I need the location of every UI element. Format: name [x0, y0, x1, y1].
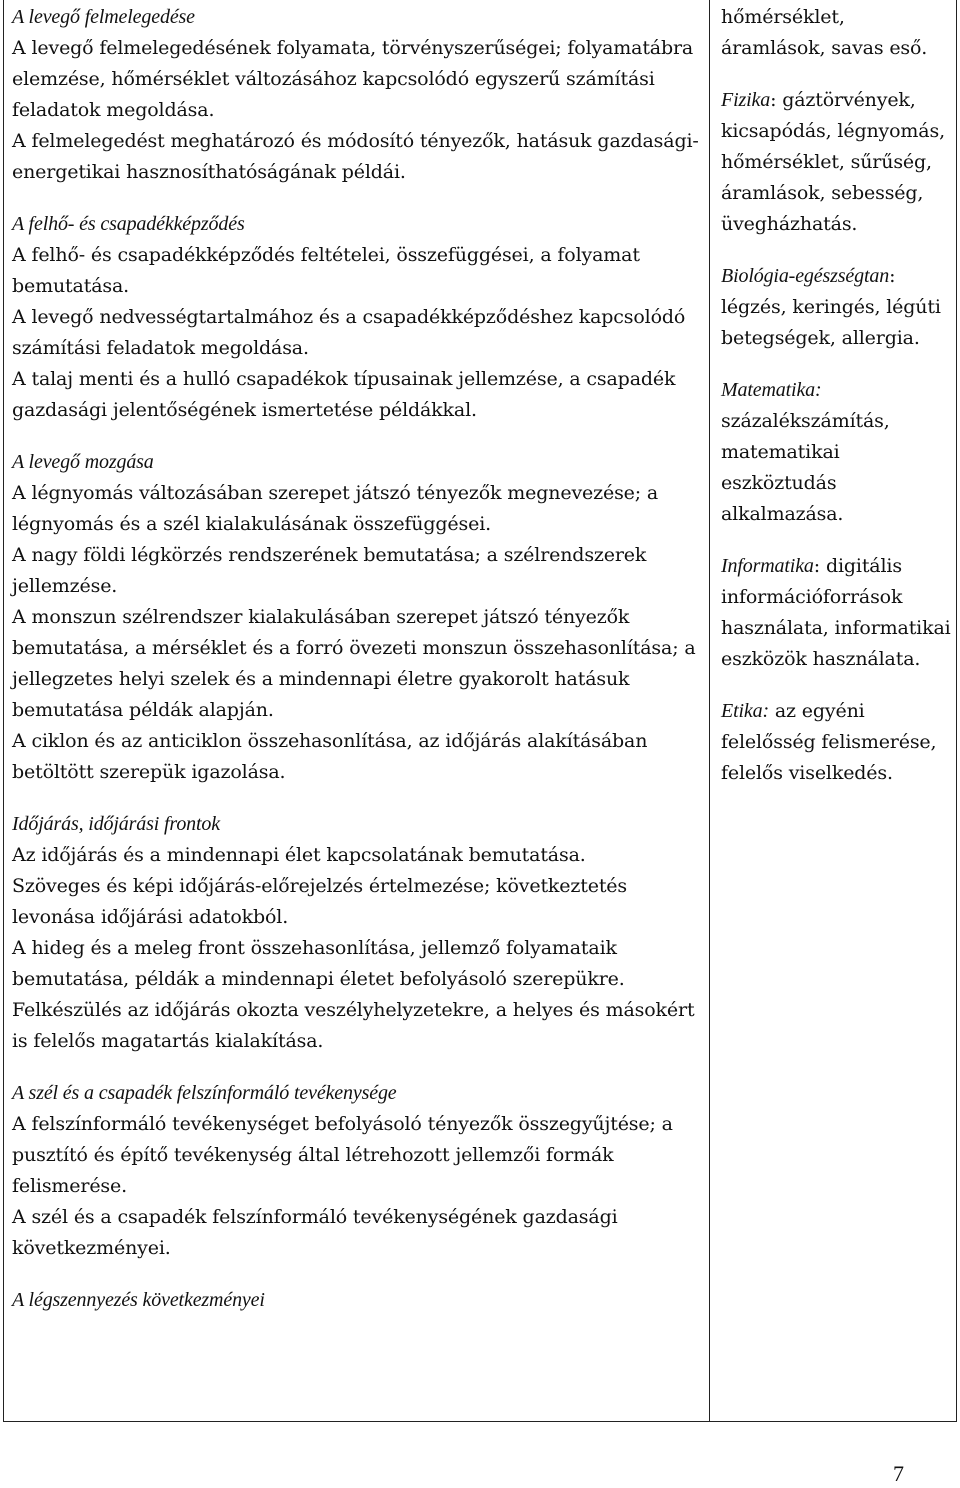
section [12, 209, 702, 426]
section-paragraph: Felkészülés az időjárás okozta veszélyhelyzetekre, a helyes és másokért is felelős magatartás kialakítása. [12, 999, 695, 1052]
section-title: A levegő mozgása [12, 451, 154, 473]
subject-label: Etika: [721, 700, 769, 722]
section-paragraph: A levegő felmelegedésének folyamata, törvényszerűségei; folyamatábra elemzése, hőmérséklet változásához kapcsolódó egyszerű számítási feladatok megoldása. [12, 37, 694, 121]
cross-curricular-block [721, 2, 953, 64]
column-divider [709, 0, 710, 1422]
subject-label: Biológia-egészségtan [721, 265, 890, 287]
subject-topics: : légzés, keringés, légúti betegségek, allergia. [721, 265, 941, 349]
cross-curricular-block [721, 85, 953, 240]
section [12, 809, 702, 1057]
cross-curricular-block [721, 696, 953, 789]
section-title: A levegő felmelegedése [12, 6, 195, 28]
side-column [721, 2, 953, 810]
section-paragraph: A felhő- és csapadékképződés feltételei, összefüggései, a folyamat bemutatása. [12, 244, 640, 297]
subject-label: Informatika [721, 555, 814, 577]
section-paragraph: A talaj menti és a hulló csapadékok típusainak jellemzése, a csapadék gazdasági jelentőségének ismertetése példákkal. [12, 368, 676, 421]
cross-curricular-block [721, 375, 953, 530]
subject-topics: hőmérséklet, áramlások, savas eső. [721, 6, 928, 59]
section-paragraph: A monszun szélrendszer kialakulásában szerepet játszó tényezők bemutatása, a mérséklet és a forró övezeti monszun összehasonlítása; a jellegzetes helyi szelek és a mindennapi életre gyakorolt hatásuk bemutatása példák alapján. [12, 606, 696, 721]
section [12, 447, 702, 788]
section-title: A szél és a csapadék felszínformáló tevékenysége [12, 1082, 397, 1104]
section-title: A légszennyezés következményei [12, 1289, 265, 1311]
section [12, 1285, 702, 1316]
subject-topics: : gáztörvények, kicsapódás, légnyomás, hőmérséklet, sűrűség, áramlások, sebesség, üvegházhatás. [721, 89, 945, 235]
cross-curricular-block [721, 551, 953, 675]
section-paragraph: A levegő nedvességtartalmához és a csapadékképződéshez kapcsolódó számítási feladatok megoldása. [12, 306, 686, 359]
section-paragraph: Szöveges és képi időjárás-előrejelzés értelmezése; következtetés levonása időjárási adatokból. [12, 875, 628, 928]
section [12, 1078, 702, 1264]
main-column [12, 2, 702, 1337]
section [12, 2, 702, 188]
cross-curricular-block [721, 261, 953, 354]
section-paragraph: A hideg és a meleg front összehasonlítása, jellemző folyamataik bemutatása, példák a mindennapi életet befolyásoló szerepükre. [12, 937, 625, 990]
section-paragraph: A ciklon és az anticiklon összehasonlítása, az időjárás alakításában betöltött szerepük igazolása. [12, 730, 648, 783]
section-paragraph: A felszínformáló tevékenységet befolyásoló tényezők összegyűjtése; a pusztító és építő tevékenység által létrehozott jellemzői formák felismerése. [12, 1113, 673, 1197]
section-title: A felhő- és csapadékképződés [12, 213, 245, 235]
section-paragraph: A felmelegedést meghatározó és módosító tényezők, hatásuk gazdasági-energetikai hasznosíthatóságának példái. [12, 130, 699, 183]
section-title: Időjárás, időjárási frontok [12, 813, 221, 835]
section-paragraph: A szél és a csapadék felszínformáló tevékenységének gazdasági következményei. [12, 1206, 618, 1259]
subject-label: Fizika [721, 89, 771, 111]
section-paragraph: Az időjárás és a mindennapi élet kapcsolatának bemutatása. [12, 844, 586, 866]
subject-topics: az egyéni felelősség felismerése, felelős viselkedés. [721, 700, 937, 784]
subject-label: Matematika: [721, 379, 822, 401]
section-paragraph: A légnyomás változásában szerepet játszó tényezők megnevezése; a légnyomás és a szél kialakulásának összefüggései. [12, 482, 659, 535]
subject-topics: : digitális információforrások használata, informatikai eszközök használata. [721, 555, 951, 670]
page-number: 7 [893, 1461, 904, 1486]
subject-topics: százalékszámítás, matematikai eszköztudás alkalmazása. [721, 410, 890, 525]
section-paragraph: A nagy földi légkörzés rendszerének bemutatása; a szélrendszerek jellemzése. [12, 544, 647, 597]
